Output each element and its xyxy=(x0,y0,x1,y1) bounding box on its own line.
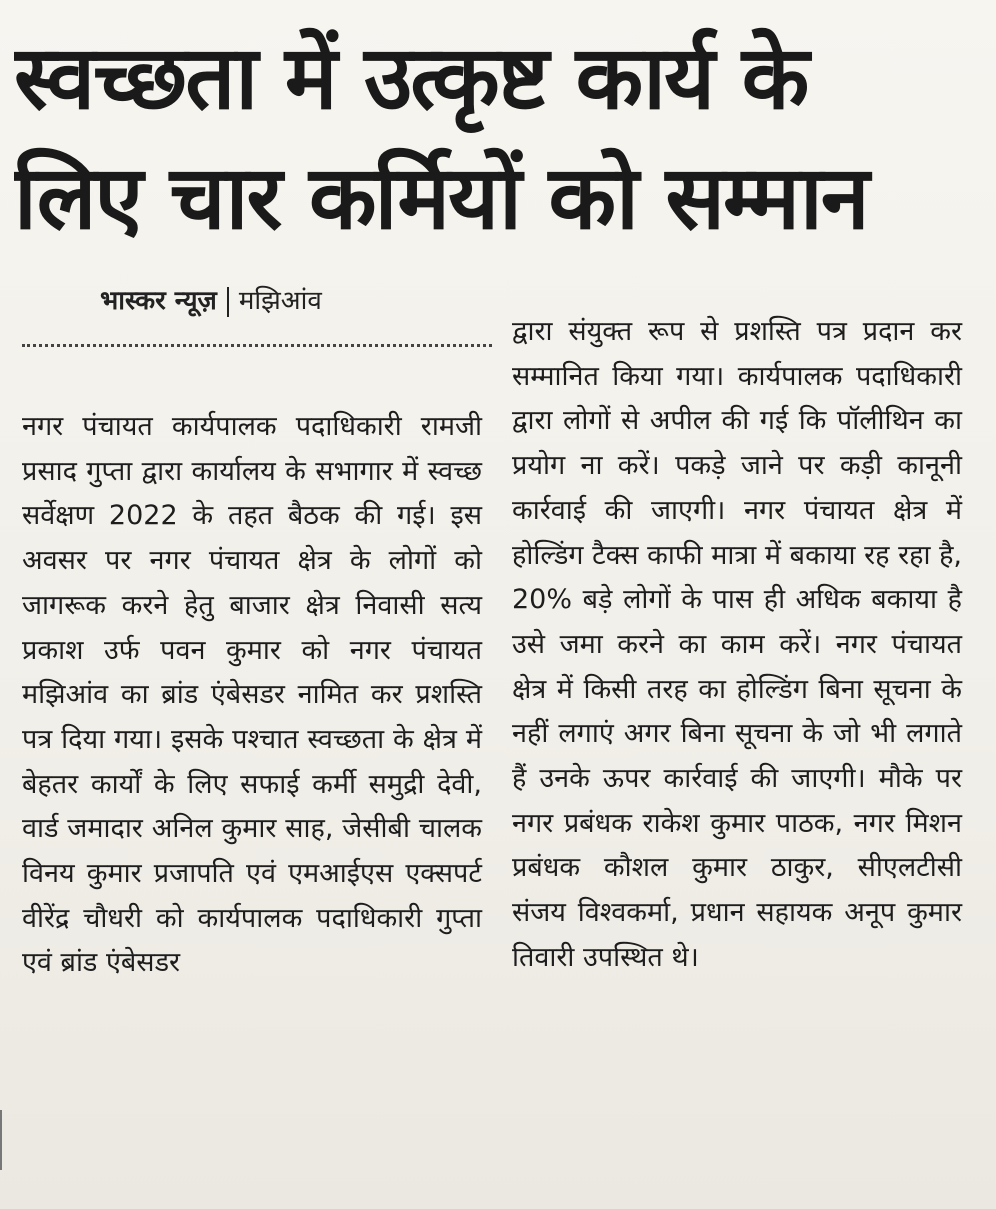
headline xyxy=(14,18,980,258)
byline-place: मझिआंव xyxy=(238,286,322,316)
article-column-right: द्वारा संयुक्त रूप से प्रशस्ति पत्र प्रदान कर सम्मानित किया गया। कार्यपालक पदाधिकारी द्वारा लोगों से अपील की गई कि पॉलीथिन का प्रयोग ना करें। पकड़े जाने पर कड़ी कानूनी कार्रवाई की जाएगी। नगर पंचायत क्षेत्र में होल्डिंग टैक्स काफी मात्रा में बकाया रह रहा है, 20% बड़े लोगों के पास ही अधिक बकाया है उसे जमा करने का काम करें। नगर पंचायत क्षेत्र में किसी तरह का होल्डिंग बिना सूचना के नहीं लगाएं अगर बिना सूचना के जो भी लगाते हैं उनके ऊपर कार्रवाई की जाएगी। मौके पर नगर प्रबंधक राकेश कुमार पाठक, नगर मिशन प्रबंधक कौशल कुमार ठाकुर, सीएलटीसी संजय विश्वकर्मा, प्रधान सहायक अनूप कुमार तिवारी उपस्थित थे। xyxy=(512,316,962,973)
dotted-divider xyxy=(22,344,492,347)
byline xyxy=(100,283,322,319)
byline-separator xyxy=(227,287,229,317)
headline-line-2: लिए चार कर्मियों को सम्मान xyxy=(14,146,868,249)
byline-source: भास्कर न्यूज़ xyxy=(100,286,217,316)
article-column-left: नगर पंचायत कार्यपालक पदाधिकारी रामजी प्रसाद गुप्ता द्वारा कार्यालय के सभागार में स्वच्छ सर्वेक्षण 2022 के तहत बैठक की गई। इस अवसर पर नगर पंचायत क्षेत्र के लोगों को जागरूक करने हेतु बाजार क्षेत्र निवासी सत्य प्रकाश उर्फ पवन कुमार को नगर पंचायत मझिआंव का ब्रांड एंबेसडर नामित कर प्रशस्ति पत्र दिया गया। इसके पश्चात स्वच्छता के क्षेत्र में बेहतर कार्यों के लिए सफाई कर्मी समुद्री देवी, वार्ड जमादार अनिल कुमार साह, जेसीबी चालक विनय कुमार प्रजापति एवं एमआईएस एक्सपर्ट वीरेंद्र चौधरी को कार्यपालक पदाधिकारी गुप्ता एवं ब्रांड एंबेसडर xyxy=(22,411,482,979)
headline-line-1: स्वच्छता में उत्कृष्ट कार्य के xyxy=(14,26,808,129)
column-edge-rule xyxy=(0,1110,2,1170)
